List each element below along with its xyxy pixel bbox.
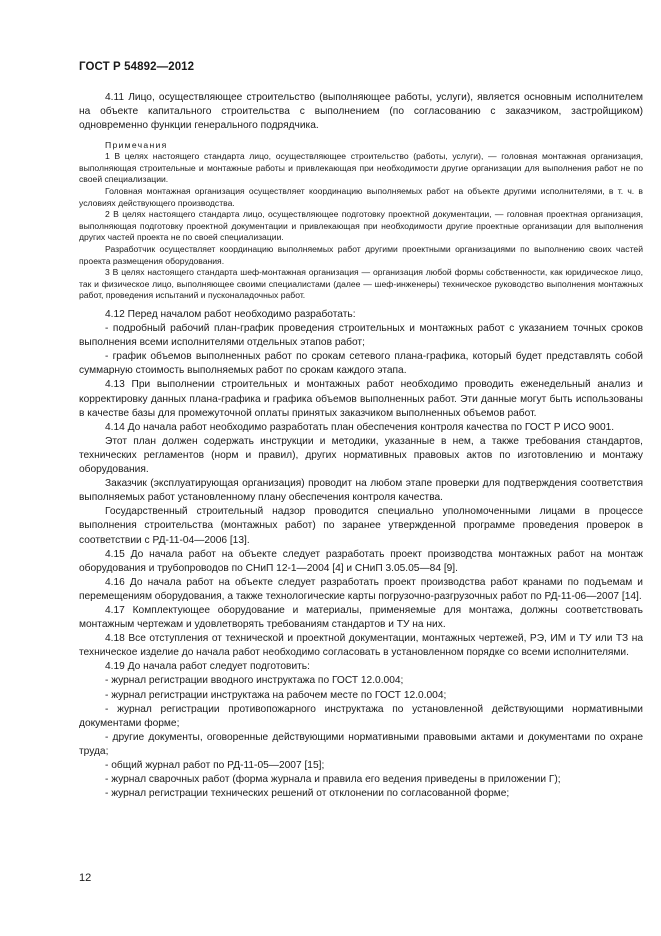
clause-4-12-item-1: - подробный рабочий план-график проведения строительных и монтажных работ с указанием точных сроков выполнения всеми исполнителями отдельных этапов работ;	[79, 323, 643, 349]
clause-4-13: 4.13 При выполнении строительных и монтажных работ необходимо проводить еженедельный анализ и корректировку данных плана-графика и графика объемов выполненных работ. Эти данные могут быть использованы в качестве базы для промежуточной оплаты принятых заказчиком выполненных объемов работ.	[79, 379, 643, 419]
clause-4-11: 4.11 Лицо, осуществляющее строительство (выполняющее работы, услуги), является основным исполнителем на объекте капитального строительства с выполнением (по согласованию с заказчиком, застройщиком) одновременно функции генерального подрядчика.	[79, 92, 643, 132]
clause-4-14-para-3: Государственный строительный надзор проводится специально уполномоченными лицами в процессе выполнения строительства (монтажных работ) по заранее утвержденной программе проведения проверок в соответствии с РД-11-04—2006 [13].	[79, 506, 643, 546]
document-body	[79, 91, 643, 801]
clause-4-17: 4.17 Комплектующее оборудование и материалы, применяемые для монтажа, должны соответствовать монтажным чертежам и удовлетворять требованиям стандартов и ТУ на них.	[79, 604, 643, 631]
clause-4-16: 4.16 До начала работ на объекте следует разработать проект производства работ кранами по подъемам и перемещениям оборудования, а также технологические карты погрузочно-разгрузочных работ по РД-11-06—2007 [14].	[79, 576, 643, 602]
note-1: 1 В целях настоящего стандарта лицо, осуществляющее строительство (работы, услуги), — головная монтажная организация, выполняющая строительные и монтажные работы и привлекающая при необходимости другие организации для выполнения работ не по своей специализации.	[79, 151, 643, 185]
list-item: - другие документы, оговоренные действующими нормативными правовыми актами и документами по охране труда;	[79, 731, 643, 757]
clause-4-12: 4.12 Перед началом работ необходимо разработать:	[105, 309, 356, 320]
clause-4-19: 4.19 До начала работ следует подготовить:	[105, 661, 310, 673]
note-2: 2 В целях настоящего стандарта лицо, осуществляющее подготовку проектной документации, — головная проектная организация, выполняющая подготовку проектной документации и привлекающая при необходимости другие проектные организации для выполнения других частей проекта не по своей специализации.	[79, 209, 643, 243]
clause-4-12-item-2: - график объемов выполненных работ по срокам сетевого плана-графика, который будет представлять собой суммарную стоимость выполняемых работ по срокам каждого этапа.	[79, 351, 643, 377]
list-item: - журнал регистрации противопожарного инструктажа по установленной действующими нормативными документами форме;	[79, 703, 643, 729]
clause-4-18: 4.18 Все отступления от технической и проектной документации, монтажных чертежей, РЭ, ИМ и ТУ или ТЗ на техническое изделие до начала работ необходимо согласовать в установленном порядке со всеми исполнителями.	[79, 633, 643, 659]
clause-4-14-para-1: Этот план должен содержать инструкции и методики, указанные в нем, а также требования стандартов, технических регламентов (норм и правил), других нормативных правовых актов по изготовлению и монтажу оборудования.	[79, 435, 643, 476]
document-header: ГОСТ Р 54892—2012	[79, 61, 195, 73]
note-3: 3 В целях настоящего стандарта шеф-монтажная организация — организация любой формы собственности, как юридическое лицо, так и физическое лицо, выполняющее своими специалистами (далее — шеф-инженеры) техническое руководство выполнения монтажных работ, проведения испытаний и пусконаладочных работ.	[79, 267, 643, 301]
list-item: - общий журнал работ по РД-11-05—2007 [15];	[105, 760, 325, 771]
list-item: - журнал сварочных работ (форма журнала и правила его ведения приведены в приложении Г);	[105, 774, 561, 786]
list-item: - журнал регистрации инструктажа на рабочем месте по ГОСТ 12.0.004;	[105, 689, 447, 701]
note-1-continued: Головная монтажная организация осуществляет координацию выполняемых работ на объекте другими исполнителями, в т. ч. в условиях действующего производства.	[79, 186, 643, 208]
clause-4-14-para-2: Заказчик (эксплуатирующая организация) проводит на любом этапе проверки для подтверждения соответствия выполняемых работ установленному плану обеспечения контроля качества.	[79, 478, 643, 504]
note-2-continued: Разработчик осуществляет координацию выполняемых работ другими проектными организациями по выполнению своих частей проекта размещения оборудования.	[79, 244, 643, 266]
page-number: 12	[79, 872, 92, 884]
clause-4-14: 4.14 До начала работ необходимо разработать план обеспечения контроля качества по ГОСТ Р ИСО 9001.	[105, 421, 615, 433]
notes-title: Примечания	[105, 140, 168, 151]
list-item: - журнал регистрации технических решений от отклонении по согласованной форме;	[105, 788, 510, 800]
clause-4-15: 4.15 До начала работ на объекте следует разработать проект производства монтажных работ на монтаж оборудования и трубопроводов по СНиП 12-1—2004 [4] и СНиП 3.05.05—84 [9].	[79, 548, 643, 574]
list-item: - журнал регистрации вводного инструктажа по ГОСТ 12.0.004;	[105, 675, 404, 687]
